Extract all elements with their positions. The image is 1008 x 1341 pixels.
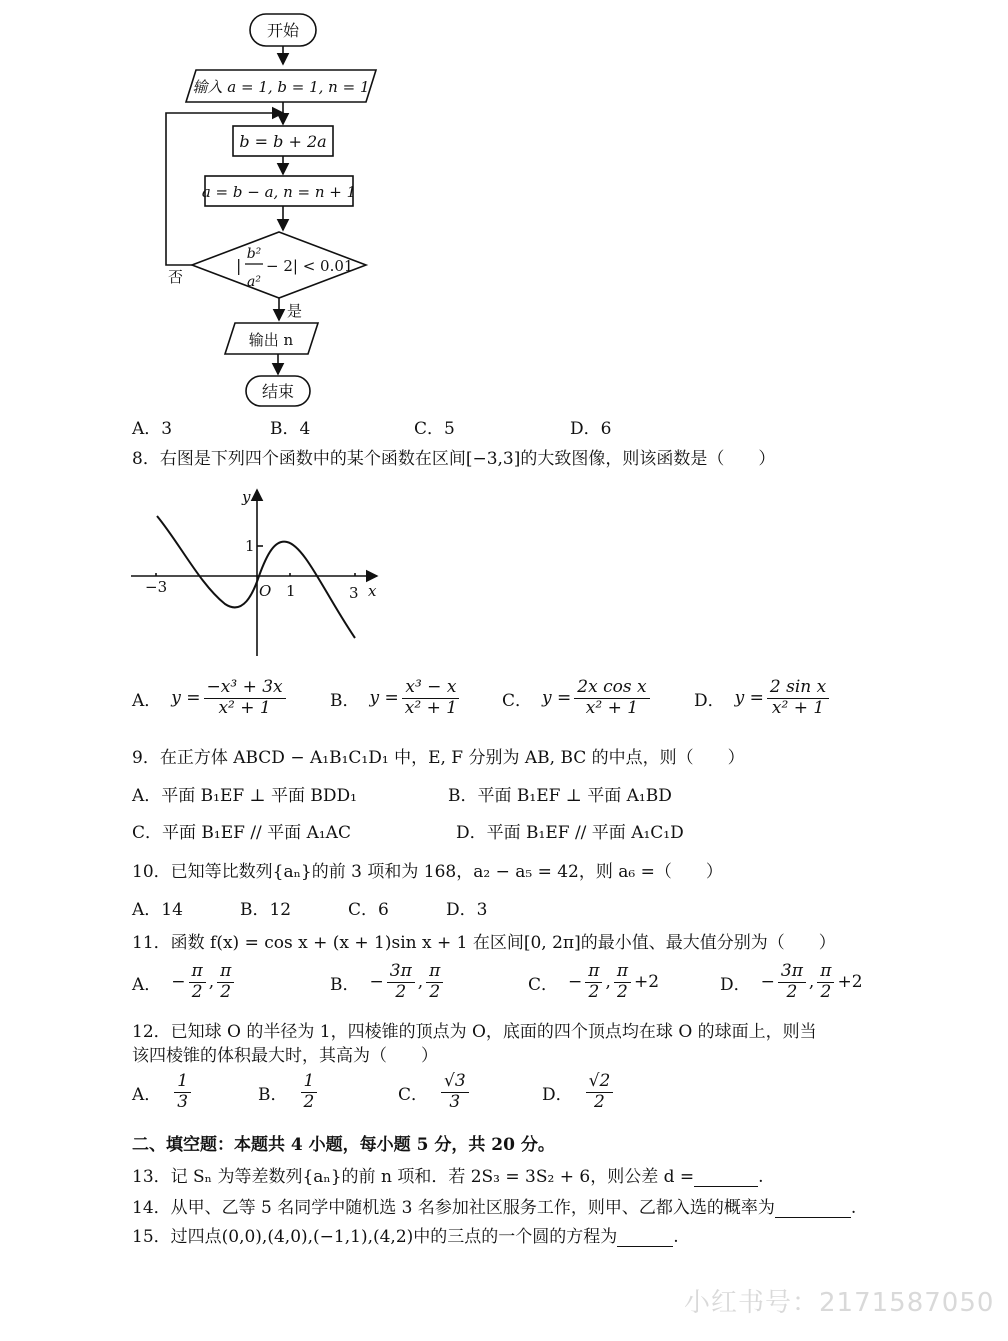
flow-input-text: 输入 a = 1, b = 1, n = 1 <box>192 78 370 96</box>
flow-cond-den: a² <box>247 274 261 290</box>
q14-text: 14．从甲、乙等 5 名同学中随机选 3 名参加社区服务工作，则甲、乙都入选的概率为 <box>132 1198 775 1218</box>
watermark: 小红书号：2171587050 <box>684 1288 995 1318</box>
q7-option-b[interactable]: B．4 <box>270 419 311 439</box>
flow-cond-bar: | <box>236 256 242 275</box>
q9-stem: 9．在正方体 ABCD − A₁B₁C₁D₁ 中，E, F 分别为 AB, BC 的中点，则（ ） <box>132 748 745 768</box>
q8-x-tick-neg3: −3 <box>145 578 168 596</box>
q12-option-c[interactable]: C． $\frac{√3}{3}$ <box>398 1072 472 1112</box>
flow-step1-text: b = b + 2a <box>239 132 327 151</box>
q9-option-c[interactable]: C．平面 B₁EF // 平面 A₁AC <box>132 823 351 843</box>
q8-x-label: x <box>368 582 377 600</box>
q8-options <box>132 678 852 734</box>
section-2-heading: 二、填空题：本题共 4 小题，每小题 5 分，共 20 分。 <box>132 1135 555 1155</box>
q8-option-b[interactable]: B． y = $\frac{\text{x³ − x}}{\text{x² + 1}}$ <box>330 678 463 718</box>
q12-option-a[interactable]: A． $\frac{1}{3}$ <box>132 1072 194 1112</box>
q8-y-tick-1: 1 <box>245 537 255 555</box>
q12-options <box>132 1072 652 1126</box>
q13: 13．记 Sₙ 为等差数列{aₙ}的前 n 项和．若 2S₃ = 3S₂ + 6，则公差 d = . <box>132 1167 764 1187</box>
q11-option-c[interactable]: C． − $\frac{\pi}{2}$ , $\frac{\pi}{2}$ +2 <box>528 961 660 1002</box>
q12-option-d[interactable]: D． $\frac{√2}{2}$ <box>542 1072 616 1112</box>
q11-options <box>132 962 872 1014</box>
q8-option-c[interactable]: C． y = $\frac{\text{2x cos x}}{\text{x² + 1}}$ <box>502 678 653 718</box>
flowchart <box>0 0 420 412</box>
q8-graph <box>125 484 390 659</box>
flow-end-text: 结束 <box>261 382 295 401</box>
q15-text: 15．过四点(0,0),(4,0),(−1,1),(4,2)中的三点的一个圆的方程为 <box>132 1227 618 1247</box>
q7-option-a[interactable]: A．3 <box>132 419 173 439</box>
q12-option-b[interactable]: B． $\frac{1}{2}$ <box>258 1072 320 1112</box>
q10-option-c[interactable]: C．6 <box>348 900 389 920</box>
q9-option-d[interactable]: D．平面 B₁EF // 平面 A₁C₁D <box>456 823 684 843</box>
q12-stem-line1: 12．已知球 O 的半径为 1，四棱锥的顶点为 O，底面的四个顶点均在球 O 的球面上，则当 <box>132 1022 817 1042</box>
q8-stem: 8．右图是下列四个函数中的某个函数在区间[−3,3]的大致图像，则该函数是（ ） <box>132 449 776 469</box>
q8-origin-label: O <box>259 582 272 600</box>
q7-option-c[interactable]: C．5 <box>414 419 455 439</box>
q8-x-tick-3: 3 <box>349 584 359 602</box>
flow-step2-text: a = b − a, n = n + 1 <box>201 183 357 201</box>
q11-option-b[interactable]: B． − $\frac{3\pi}{2}$ , $\frac{\pi}{2}$ <box>330 962 446 1002</box>
q12-stem-line2: 该四棱锥的体积最大时，其高为（ ） <box>132 1046 438 1066</box>
q9-option-a[interactable]: A．平面 B₁EF ⊥ 平面 BDD₁ <box>132 786 357 806</box>
q13-text: 13．记 Sₙ 为等差数列{aₙ}的前 n 项和．若 2S₃ = 3S₂ + 6，则公差 d = <box>132 1167 695 1187</box>
q14-answer-blank[interactable] <box>775 1217 851 1218</box>
q7-option-d[interactable]: D．6 <box>570 419 612 439</box>
q10-option-a[interactable]: A．14 <box>132 900 183 920</box>
q15: 15．过四点(0,0),(4,0),(−1,1),(4,2)中的三点的一个圆的方程为 . <box>132 1227 679 1247</box>
q14: 14．从甲、乙等 5 名同学中随机选 3 名参加社区服务工作，则甲、乙都入选的概率为 . <box>132 1198 857 1218</box>
q10-option-b[interactable]: B．12 <box>240 900 292 920</box>
flow-start-text: 开始 <box>266 21 300 40</box>
flow-yes-label: 是 <box>287 302 303 320</box>
q11-stem: 11．函数 f(x) = cos x + (x + 1)sin x + 1 在区间[0, 2π]的最小值、最大值分别为（ ） <box>132 933 836 953</box>
q13-answer-blank[interactable] <box>694 1186 758 1187</box>
q10-option-d[interactable]: D．3 <box>446 900 488 920</box>
q8-y-label: y <box>242 488 251 506</box>
flow-cond-num: b² <box>246 246 262 262</box>
q11-option-a[interactable]: A． − $\frac{\pi}{2}$ , $\frac{\pi}{2}$ <box>132 962 237 1002</box>
flow-no-label: 否 <box>168 268 184 286</box>
q8-option-a[interactable]: A． y = $\frac{\text{−x³ + 3x}}{\text{x² + 1}}$ <box>132 678 289 718</box>
q8-x-tick-1: 1 <box>286 582 296 600</box>
q8-option-d[interactable]: D． y = $\frac{\text{2 sin x}}{\text{x² + 1}}$ <box>694 678 832 718</box>
flow-cond-rest: − 2| < 0.01 <box>266 257 354 275</box>
q11-option-d[interactable]: D． − $\frac{3\pi}{2}$ , $\frac{\pi}{2}$ +2 <box>720 961 863 1002</box>
flow-output-text: 输出 n <box>248 331 294 349</box>
q9-option-b[interactable]: B．平面 B₁EF ⊥ 平面 A₁BD <box>448 786 672 806</box>
q15-answer-blank[interactable] <box>617 1246 673 1247</box>
q8-curve <box>157 516 355 638</box>
q10-stem: 10．已知等比数列{aₙ}的前 3 项和为 168，a₂ − a₅ = 42，则 a₆ =（ ） <box>132 862 723 882</box>
